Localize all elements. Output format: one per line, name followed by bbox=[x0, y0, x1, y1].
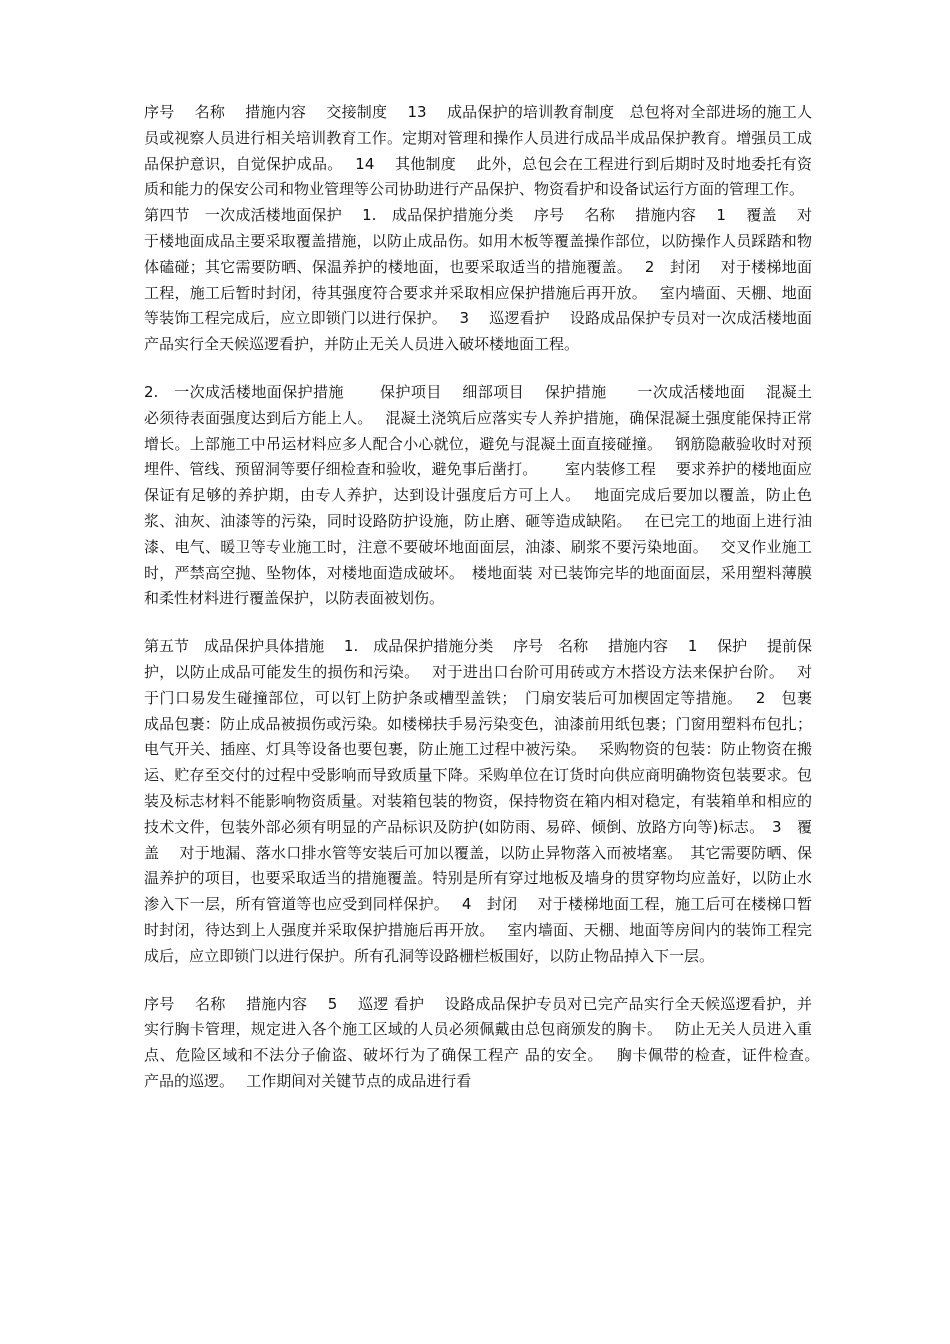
paragraph-floor-protection-measures: 2. 一次成活楼地面保护措施 保护项目 细部项目 保护措施 一次成活楼地面 混凝土 必须待表面强度达到后方能上人。 混凝土浇筑后应落实专人养护措施，确保混凝土强度能保持正常增长。上部施工中吊运材料应多人配合小心就位，避免与混凝土面直接碰撞。 钢筋隐蔽验收时对预埋件、管线、预留洞等要仔细检查和验收，避免事后凿打。 室内装修工程 要求养护的楼地面应保证有足够的养护期，由专人养护，达到设计强度后方可上人。 地面完成后要加以覆盖，防止色浆、油灰、油漆等的污染，同时设路防护设施，防止磨、砸等造成缺陷。 在已完工的地面上进行油漆、电气、暖卫等专业施工时，注意不要破坏地面面层，油漆、刷浆不要污染地面。 交叉作业施工时，严禁高空抛、坠物体，对楼地面造成破坏。 楼地面装 对已装饰完毕的地面面层，采用塑料薄膜和柔性材料进行覆盖保护，以防表面被划伤。 bbox=[144, 382, 832, 608]
paragraph-gap bbox=[144, 358, 812, 380]
paragraph-training-and-other-systems: 序号 名称 措施内容 交接制度 13 成品保护的培训教育制度 总包将对全部进场的施工人员或视察人员进行相关培训教育工作。定期对管理和操作人员进行成品半成品保护教育。增强员工成品保护意识，自觉保护成品。 14 其他制度 此外，总包会在工程进行到后期时及时地委托有资质和能力的保安公司和物业管理等公司协助进行产品保护、物资看护和设备试运行方面的管理工作。 bbox=[144, 103, 812, 199]
paragraph-patrol-and-badge: 序号 名称 措施内容 5 巡逻 看护 设路成品保护专员对已完产品实行全天候巡逻看护，并实行胸卡管理，规定进入各个施工区域的人员必须佩戴由总包商颁发的胸卡。 防止无关人员进入重点、危险区域和不法分子偷盗、破坏行为了确保工程产 品的安全。 胸卡佩带的检查，证件检查。 产品的巡逻。 工作期间对关键节点的成品进行看 bbox=[144, 994, 832, 1090]
paragraph-gap bbox=[144, 970, 812, 992]
paragraph-section-four-floor-protection: 第四节 一次成活楼地面保护 1. 成品保护措施分类 序号 名称 措施内容 1 覆盖 对于楼地面成品主要采取覆盖措施，以防止成品伤。如用木板等覆盖操作部位，以防操作人员踩踏和物体磕碰；其它需要防晒、保温养护的楼地面，也要采取适当的措施覆盖。 2 封闭 对于楼梯地面工程，施工后暂时封闭，待其强度符合要求并采取相应保护措施后再开放。 室内墙面、天棚、地面等装饰工程完成后，应立即锁门以进行保护。 3 巡逻看护 设路成品保护专员对一次成活楼地面产品实行全天候巡逻看护，并防止无关人员进入破坏楼地面工程。 bbox=[144, 206, 812, 354]
paragraph-gap bbox=[144, 612, 812, 634]
document-body bbox=[144, 100, 832, 1095]
paragraph-section-five-specific-measures: 第五节 成品保护具体措施 1. 成品保护措施分类 序号 名称 措施内容 1 保护 提前保护，以防止成品可能发生的损伤和污染。 对于进出口台阶可用砖或方木搭设方法来保护台阶。 对于门口易发生碰撞部位，可以钉上防护条或槽型盖铁； 门扇安装后可加楔固定等措施。 2 包裹 成品包裹：防止成品被损伤或污染。如楼梯扶手易污染变色，油漆前用纸包裹；门窗用塑料布包扎；电气开关、插座、灯具等设备也要包裹，防止施工过程中被污染。 采购物资的包装：防止物资在搬运、贮存至交付的过程中受影响而导致质量下降。采购单位在订货时向供应商明确物资包装要求。包装及标志材料不能影响物资质量。对装箱包装的物资，保持物资在箱内相对稳定，有装箱单和相应的技术文件，包装外部必须有明显的产品标识及防护(如防雨、易碎、倾倒、放路方向等)标志。 3 覆盖 对于地漏、落水口排水管等安装后可加以覆盖，以防止异物落入而被堵塞。 其它需要防晒、保温养护的项目，也要采取适当的措施覆盖。特别是所有穿过地板及墙身的贯穿物均应盖好，以防止水渗入下一层，所有管道等也应受到同样保护。 4 封闭 对于楼梯地面工程，施工后可在楼梯口暂时封闭，待达到上人强度并采取保护措施后再开放。 室内墙面、天棚、地面等房间内的装饰工程完成后，应立即锁门以进行保护。所有孔洞等设路栅栏板围好，以防止物品掉入下一层。 bbox=[144, 637, 832, 965]
